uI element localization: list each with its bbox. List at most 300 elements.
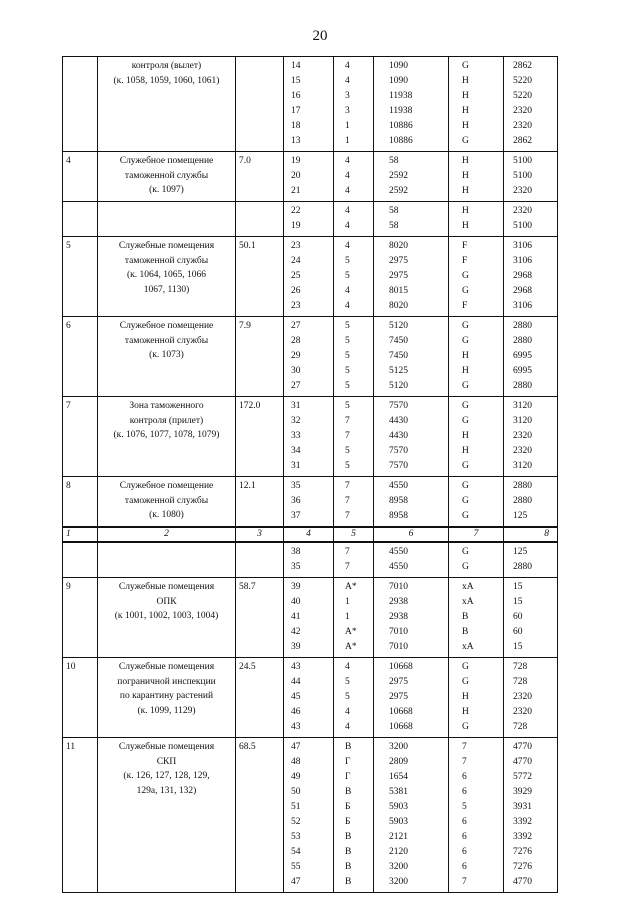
value-line: 1 [345,136,350,146]
value-line: В [345,862,352,872]
value-line: 5 [345,256,350,266]
value-line: 4 [345,722,350,732]
row-number-cell [63,57,98,152]
value-line: H [462,707,469,717]
value-line: 11938 [389,91,413,101]
x-value-cell [374,542,449,578]
value-line: 58 [389,156,399,166]
room-name-cell [98,237,236,317]
value-line: 3120 [513,401,532,411]
area-cell [236,542,284,578]
value-line: 3 [345,106,350,116]
value-line: 5903 [389,802,408,812]
value-line: xA [462,582,474,592]
value-line: 23 [291,301,301,311]
value-line: G [462,416,469,426]
value-line: 8020 [389,241,408,251]
value-line: 5100 [513,171,532,181]
value-line: 25 [291,271,301,281]
row-number-cell: 9 [63,578,98,658]
value-line: 8958 [389,496,408,506]
value-line: 3120 [513,416,532,426]
row-number-cell [63,542,98,578]
value-line: 29 [291,351,301,361]
value-line: 2809 [389,757,408,767]
x-value-cell [374,578,449,658]
value-line: 41 [291,612,301,622]
room-name-line: (к. 126, 127, 128, 129, [123,771,210,781]
x-value-cell [374,152,449,202]
value-line: 2320 [513,707,532,717]
row-number-cell [63,202,98,237]
room-name-cell [98,578,236,658]
area-cell [236,57,284,152]
area-cell [236,202,284,237]
value-line: 7010 [389,627,408,637]
value-line: G [462,481,469,491]
value-line: G [462,562,469,572]
value-line: 2938 [389,597,408,607]
value-line: H [462,692,469,702]
room-name-line: Служебное помещение [119,481,214,491]
value-line: 7450 [389,336,408,346]
value-line: 17 [291,106,301,116]
value-line: 31 [291,401,301,411]
value-line: 5 [345,446,350,456]
room-name-line: контроля (вылет) [131,61,202,71]
value-line: 20 [291,171,301,181]
value-line: 5903 [389,817,408,827]
column-number-cell: 6 [374,527,449,542]
table-row [63,57,558,152]
value-line: 21 [291,186,301,196]
room-name-line: таможенной службы [124,495,209,506]
value-line: 2121 [389,832,408,842]
value-line: 43 [291,662,301,672]
value-line: G [462,677,469,687]
value-line: 27 [291,321,301,331]
value-line: 2975 [389,677,408,687]
value-line: 60 [513,612,523,622]
value-line: Б [345,802,351,812]
point-number-cell [284,738,334,893]
value-line: 38 [291,547,301,557]
value-line: 3106 [513,256,532,266]
value-line: 3929 [513,787,532,797]
value-line: 4430 [389,431,408,441]
value-line: 46 [291,707,301,717]
room-name-line: таможенной службы [124,335,209,346]
y-value-cell [504,152,558,202]
value-line: 4 [345,76,350,86]
value-line: 32 [291,416,301,426]
column-number-cell: 1 [63,527,98,542]
value-line: 11938 [389,106,413,116]
value-line: 3 [345,91,350,101]
value-line: 7450 [389,351,408,361]
value-line: 7 [462,877,467,887]
value-line: 6995 [513,366,532,376]
value-line: H [462,156,469,166]
value-line: 47 [291,877,301,887]
value-line: xA [462,642,474,652]
value-line: 54 [291,847,301,857]
value-line: 33 [291,431,301,441]
value-line: 1 [345,612,350,622]
value-line: 5772 [513,772,532,782]
value-line: 5 [345,692,350,702]
value-line: H [462,186,469,196]
room-name-line: таможенной службы [124,170,209,181]
table-row [63,202,558,237]
value-line: 49 [291,772,301,782]
room-name-line: Служебные помещения [118,241,215,251]
value-line: 6 [462,847,467,857]
value-line: 2880 [513,381,532,391]
value-line: 3106 [513,301,532,311]
value-line: 8020 [389,301,408,311]
value-line: H [462,206,469,216]
y-value-cell [504,57,558,152]
value-line: 19 [291,221,301,231]
y-value-cell [504,738,558,893]
sheet-cell [334,477,374,528]
column-number-cell: 3 [236,527,284,542]
value-line: 4 [345,221,350,231]
value-line: 7570 [389,461,408,471]
room-name-line: (к 1001, 1002, 1003, 1004) [114,611,219,621]
value-line: 35 [291,562,301,572]
value-line: 31 [291,461,301,471]
row-number-cell: 8 [63,477,98,528]
value-line: 2592 [389,186,408,196]
value-line: 7570 [389,446,408,456]
value-line: 4 [345,186,350,196]
value-line: 2862 [513,136,532,146]
table-row [63,317,558,397]
value-line: G [462,136,469,146]
value-line: 5 [345,381,350,391]
value-line: 4550 [389,481,408,491]
value-line: 7 [345,431,350,441]
sheet-cell [334,658,374,738]
value-line: 51 [291,802,301,812]
value-line: 3106 [513,241,532,251]
value-line: H [462,91,469,101]
room-name-line: таможенной службы [124,255,209,266]
value-line: 7 [462,742,467,752]
value-line: 728 [513,722,528,732]
row-number-cell: 11 [63,738,98,893]
point-number-cell [284,542,334,578]
point-number-cell [284,202,334,237]
value-line: 2975 [389,256,408,266]
value-line: 2880 [513,496,532,506]
coordinates-table [62,56,558,893]
value-line: G [462,511,469,521]
zone-cell [449,477,504,528]
value-line: 7 [345,416,350,426]
value-line: 2320 [513,431,532,441]
value-line: 10886 [389,121,413,131]
value-line: G [462,401,469,411]
value-line: 47 [291,742,301,752]
value-line: 2592 [389,171,408,181]
room-name-cell [98,477,236,528]
value-line: 6 [462,862,467,872]
room-name-line: (к. 1097) [149,185,184,195]
value-line: 2320 [513,121,532,131]
value-line: 728 [513,662,528,672]
value-line: 45 [291,692,301,702]
value-line: A* [345,582,357,592]
area-cell: 68.5 [236,738,284,893]
value-line: 15 [513,597,523,607]
value-line: В [345,832,352,842]
value-line: 5 [462,802,467,812]
room-name-cell [98,738,236,893]
area-cell: 58.7 [236,578,284,658]
value-line: 4770 [513,742,532,752]
y-value-cell [504,202,558,237]
value-line: 34 [291,446,301,456]
value-line: 4550 [389,547,408,557]
value-line: H [462,431,469,441]
value-line: 3200 [389,877,408,887]
sheet-cell [334,317,374,397]
room-name-line: Зона таможенного [129,401,204,411]
value-line: 40 [291,597,301,607]
y-value-cell [504,237,558,317]
room-name-line: 129а, 131, 132) [136,785,197,796]
point-number-cell [284,317,334,397]
zone-cell [449,397,504,477]
value-line: 2320 [513,446,532,456]
value-line: 5100 [513,221,532,231]
value-line: 2968 [513,271,532,281]
table-row [63,578,558,658]
value-line: 22 [291,206,301,216]
room-name-line: Служебное помещение [119,321,214,331]
value-line: 5 [345,401,350,411]
value-line: 2862 [513,61,532,71]
y-value-cell [504,317,558,397]
value-line: G [462,381,469,391]
point-number-cell [284,57,334,152]
table-row [63,477,558,528]
area-cell: 172.0 [236,397,284,477]
table-row [63,152,558,202]
sheet-cell [334,152,374,202]
value-line: 19 [291,156,301,166]
room-name-line: (к. 1073) [149,350,184,360]
value-line: 39 [291,582,301,592]
value-line: 7276 [513,847,532,857]
value-line: В [345,877,352,887]
room-name-line: по карантину растений [119,691,214,701]
area-cell: 7.0 [236,152,284,202]
value-line: 43 [291,722,301,732]
value-line: H [462,221,469,231]
value-line: 5220 [513,91,532,101]
value-line: 3200 [389,862,408,872]
value-line: 37 [291,511,301,521]
table-row [63,658,558,738]
value-line: 27 [291,381,301,391]
row-number-cell: 10 [63,658,98,738]
value-line: 7 [345,481,350,491]
value-line: H [462,76,469,86]
value-line: 4770 [513,877,532,887]
value-line: Б [345,817,351,827]
value-line: 3392 [513,832,532,842]
value-line: F [462,241,468,251]
value-line: 36 [291,496,301,506]
value-line: 4 [345,707,350,717]
value-line: 15 [513,642,523,652]
value-line: 18 [291,121,301,131]
value-line: 2320 [513,206,532,216]
value-line: 5 [345,336,350,346]
value-line: 2880 [513,336,532,346]
value-line: 2938 [389,612,408,622]
room-name-cell [98,542,236,578]
value-line: 10886 [389,136,413,146]
x-value-cell [374,658,449,738]
sheet-cell [334,578,374,658]
value-line: 5100 [513,156,532,166]
column-number-cell: 2 [98,527,236,542]
point-number-cell [284,477,334,528]
page-number: 20 [312,28,328,44]
value-line: 2320 [513,186,532,196]
zone-cell [449,202,504,237]
value-line: 125 [513,547,528,557]
value-line: 728 [513,677,528,687]
zone-cell [449,578,504,658]
value-line: 7570 [389,401,408,411]
point-number-cell [284,578,334,658]
row-number-cell: 7 [63,397,98,477]
area-cell: 7.9 [236,317,284,397]
zone-cell [449,152,504,202]
value-line: 5220 [513,76,532,86]
room-name-cell [98,658,236,738]
area-cell: 24.5 [236,658,284,738]
value-line: 7010 [389,582,408,592]
column-number-cell: 5 [334,527,374,542]
value-line: 2975 [389,271,408,281]
value-line: 1 [345,121,350,131]
value-line: H [462,106,469,116]
y-value-cell [504,658,558,738]
sheet-cell [334,237,374,317]
table-row [63,397,558,477]
value-line: 1 [345,597,350,607]
value-line: G [462,547,469,557]
room-name-line: Служебные помещения [118,582,215,592]
value-line: 5120 [389,321,408,331]
point-number-cell [284,152,334,202]
value-line: G [462,321,469,331]
zone-cell [449,542,504,578]
value-line: 26 [291,286,301,296]
value-line: Г [345,757,351,767]
value-line: 4550 [389,562,408,572]
x-value-cell [374,738,449,893]
value-line: 4 [345,206,350,216]
point-number-cell [284,658,334,738]
value-line: 8958 [389,511,408,521]
value-line: 5381 [389,787,408,797]
y-value-cell [504,397,558,477]
value-line: 5125 [389,366,408,376]
value-line: 4 [345,301,350,311]
value-line: 2880 [513,562,532,572]
value-line: 42 [291,627,301,637]
value-line: 14 [291,61,301,71]
room-name-line: ОПК [156,596,177,607]
value-line: G [462,722,469,732]
value-line: 6 [462,772,467,782]
point-number-cell [284,397,334,477]
value-line: 7 [345,547,350,557]
value-line: F [462,256,468,266]
sheet-cell [334,542,374,578]
room-name-line: (к. 1099, 1129) [137,705,196,716]
value-line: 24 [291,256,301,266]
value-line: A* [345,642,357,652]
x-value-cell [374,397,449,477]
column-number-cell: 4 [284,527,334,542]
value-line: 7 [345,511,350,521]
value-line: G [462,496,469,506]
value-line: 4 [345,156,350,166]
value-line: 5 [345,366,350,376]
y-value-cell [504,578,558,658]
value-line: G [462,662,469,672]
room-name-line: пограничной инспекции [117,676,216,687]
sheet-cell [334,397,374,477]
value-line: H [462,366,469,376]
value-line: 3120 [513,461,532,471]
y-value-cell [504,542,558,578]
value-line: 4 [345,662,350,672]
value-line: 5 [345,461,350,471]
value-line: 4 [345,61,350,71]
value-line: 2880 [513,481,532,491]
value-line: 5120 [389,381,408,391]
room-name-line: СКП [156,756,177,767]
value-line: H [462,171,469,181]
value-line: 1090 [389,61,408,71]
room-name-line: (к. 1076, 1077, 1078, 1079) [113,430,220,440]
value-line: 2975 [389,692,408,702]
value-line: H [462,351,469,361]
value-line: 3931 [513,802,532,812]
value-line: 35 [291,481,301,491]
value-line: H [462,446,469,456]
room-name-line: 1067, 1130) [143,284,190,295]
sheet-cell [334,738,374,893]
value-line: 58 [389,221,399,231]
value-line: 6 [462,832,467,842]
room-name-cell [98,317,236,397]
column-number-cell: 8 [504,527,558,542]
value-line: 7 [345,562,350,572]
room-name-line: (к. 1080) [149,510,184,520]
x-value-cell [374,477,449,528]
